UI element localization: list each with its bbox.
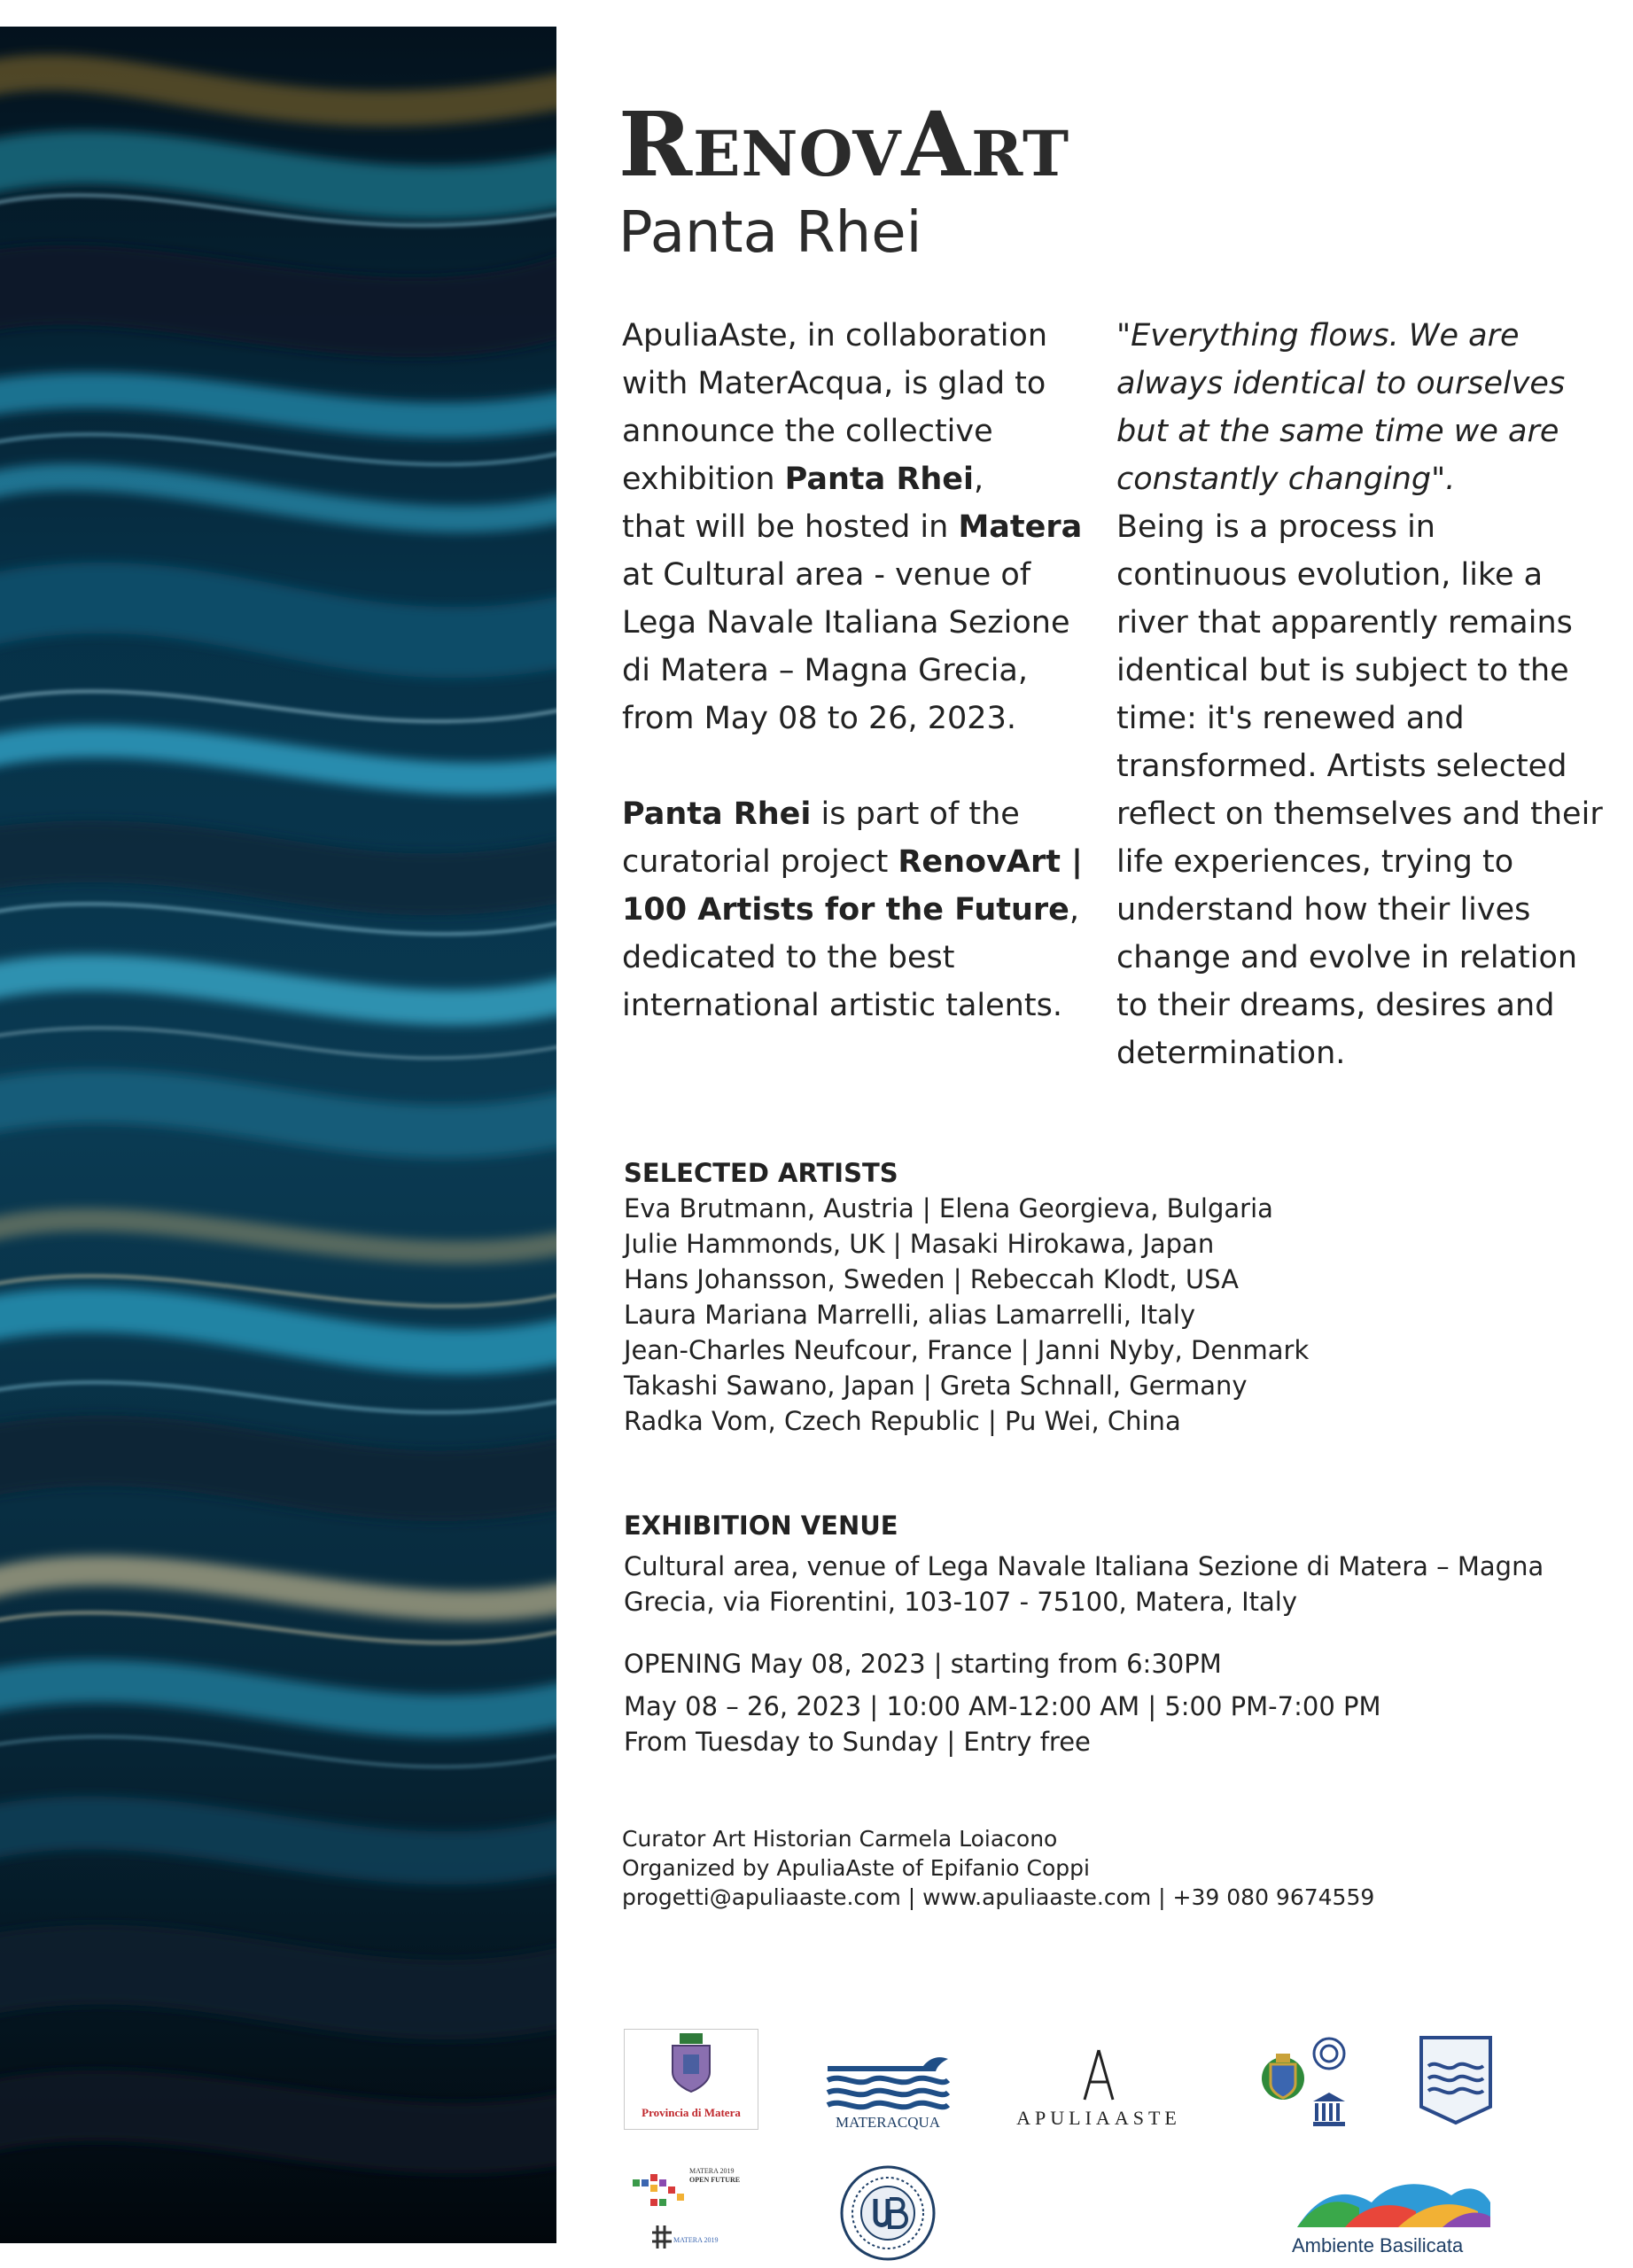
matera-unesco-logo [1251,2034,1357,2133]
materacqua-logo [824,2054,952,2132]
bold-text: RenovArt | 100 Artists for the Future [622,844,1083,928]
artist-line: Takashi Sawano, Japan | Greta Schnall, Germany [624,1371,1248,1401]
provincia-crest-icon [625,2030,758,2102]
venue-hours [624,1646,1544,1759]
venue-address [624,1549,1544,1619]
selected-artists-section [624,1155,1309,1439]
title-letter: A [901,92,972,197]
artist-line: Radka Vom, Czech Republic | Pu Wei, China [624,1406,1181,1436]
hours-line: May 08 – 26, 2023 | 10:00 AM-12:00 AM | 5:00 PM-7:00 PM [624,1691,1381,1721]
artist-line: Hans Johansson, Sweden | Rebeccah Klodt, USA [624,1264,1239,1294]
apuliaaste-label: APULIAASTE [1016,2107,1181,2129]
artist-line: Jean-Charles Neufcour, France | Janni Nyby, Denmark [624,1335,1310,1365]
bold-text: Panta Rhei [622,796,812,832]
exhibition-title [618,92,1069,197]
selected-artists-heading: SELECTED ARTISTS [624,1158,898,1188]
intro-body: Being is a process in continuous evolution, like a river that apparently remains identical but is subject to the time: it's renewed and transformed. Artists selected reflect on themselves and their life experiences, trying to understand how their lives change and evolve in relation to their dreams, desires and determination. [1116,509,1603,1071]
bold-text: Matera [958,509,1083,545]
intro-left-column [622,312,1092,1029]
artist-line: Laura Mariana Marrelli, alias Lamarrelli, Italy [624,1300,1196,1330]
matera-2019-footer-label: MATERA 2019 [673,2236,719,2244]
curator-line: Curator Art Historian Carmela Loiacono [622,1826,1058,1852]
artist-line: Julie Hammonds, UK | Masaki Hirokawa, Japan [624,1229,1215,1259]
title-letters: ENOV [693,117,902,190]
opening-line: OPENING May 08, 2023 | starting from 6:30PM [624,1649,1222,1679]
apuliaaste-logo [1010,2047,1187,2135]
basilicata-shield-icon [1418,2034,1494,2126]
text: , [974,462,984,497]
text: ApuliaAste, in collaboration with MaterAcqua, is glad to announce the collective exhibition [622,318,1048,497]
text: is part of the curatorial project [622,796,1020,880]
basilicata-region-logo [1418,2034,1494,2126]
quote: "Everything flows. We are always identical to ourselves but at the same time we are constantly changing". [1116,318,1566,497]
matera-2019-label [689,2167,740,2185]
intro-right-column [1116,312,1613,1077]
organizer-line: Organized by ApuliaAste of Epifanio Coppi [622,1855,1090,1881]
artist-line: Eva Brutmann, Austria | Elena Georgieva, Bulgaria [624,1193,1273,1223]
credits-section [622,1824,1374,1912]
materacqua-label: MATERACQUA [835,2114,941,2131]
intro-paragraph-1 [622,312,1092,503]
university-basilicata-seal [838,2163,937,2263]
intro-paragraph-3: at Cultural area - venue of Lega Navale Italiana Sezione di Matera – Magna Grecia, from May 08 to 26, 2023. [622,557,1070,736]
unesco-heritage-icon [1251,2034,1357,2133]
provincia-di-matera-logo [624,2029,758,2130]
wave-icon [824,2054,952,2110]
title-letter: R [618,92,694,197]
provincia-label: Provincia di Matera [642,2106,741,2119]
water-photo-graphic [0,27,556,2243]
text: , dedicated to the best international artistic talents. [622,892,1080,1023]
matera-2019-logo [631,2167,755,2261]
address-line: Grecia, via Fiorentini, 103-107 - 75100, Matera, Italy [624,1587,1298,1617]
label-text: MATERA 2019 [689,2167,735,2175]
exhibition-venue-section [624,1508,1544,1759]
label-text: OPEN FUTURE [689,2176,741,2184]
university-seal-icon [838,2163,937,2263]
intro-paragraph-4 [622,790,1092,1029]
ambiente-mountains-icon [1292,2176,1496,2231]
title-letters: RT [971,117,1070,190]
contact-line: progetti@apuliaaste.com | www.apuliaaste.com | +39 080 9674559 [622,1884,1375,1910]
days-line: From Tuesday to Sunday | Entry free [624,1727,1091,1757]
ambiente-basilicata-logo [1292,2176,1496,2261]
venue-heading: EXHIBITION VENUE [624,1511,898,1541]
spacer [622,742,1092,790]
address-line: Cultural area, venue of Lega Navale Italiana Sezione di Matera – Magna [624,1551,1544,1581]
ambiente-basilicata-label: Ambiente Basilicata [1292,2234,1464,2256]
bold-text: Panta Rhei [784,462,975,497]
exhibition-subtitle: Panta Rhei [618,200,922,266]
intro-paragraph-2 [622,503,1092,551]
water-photo [0,27,556,2243]
apuliaaste-monogram-icon [1010,2047,1187,2103]
text: that will be hosted in [622,509,959,545]
